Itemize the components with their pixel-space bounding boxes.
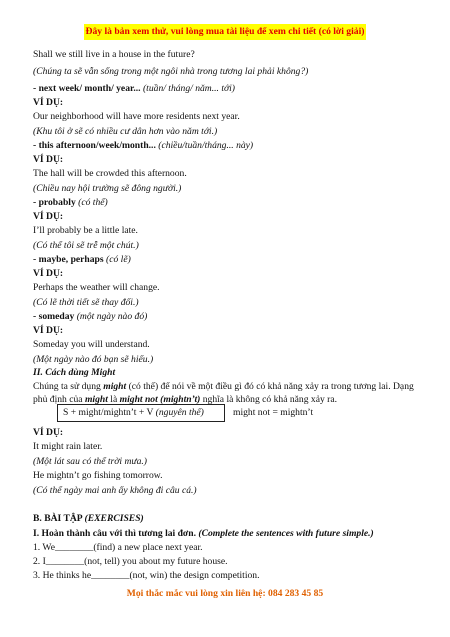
example-sentence: Someday you will understand. bbox=[33, 339, 150, 350]
exercise-question-3: 3. He thinks he________(not, win) the design competition. bbox=[33, 570, 260, 581]
translation: (Khu tôi ở sẽ có nhiều cư dân hơn vào năm tới.) bbox=[33, 126, 218, 137]
exercise-instruction: (Complete the sentences with future simple.) bbox=[198, 528, 374, 539]
exercise-question-2: 2. I________(not, tell) you about my future house. bbox=[33, 556, 228, 567]
formula-abbreviation: might not = mightn’t bbox=[233, 407, 314, 418]
formula-text: S + might/mightn’t + V bbox=[63, 407, 156, 418]
translation: (Một lát sau có thể trời mưa.) bbox=[33, 456, 148, 467]
formula-note-italic: (nguyên thể) bbox=[155, 407, 204, 418]
text-run: nghĩa là không có khả năng xảy ra. bbox=[200, 394, 337, 405]
time-expression bbox=[33, 83, 235, 95]
formula-box bbox=[57, 404, 225, 422]
term-might: might bbox=[84, 394, 108, 405]
section-heading-might bbox=[33, 367, 115, 379]
term-note: (chiều/tuần/tháng... này) bbox=[158, 140, 254, 151]
part-b-heading bbox=[33, 513, 144, 525]
vidu-label: VÍ DỤ: bbox=[33, 97, 64, 108]
term: - someday bbox=[33, 311, 75, 322]
term-note: (một ngày nào đó) bbox=[76, 311, 148, 322]
exercise-title: I. Hoàn thành câu với thì tương lai đơn. bbox=[33, 528, 199, 539]
example-sentence: Our neighborhood will have more residents next year. bbox=[33, 111, 240, 122]
vidu-label: VÍ DỤ: bbox=[33, 325, 64, 336]
text-run: (có thể) để nói về một điều gì đó có khả năng xảy ra trong tương lai. Dạng phủ định của bbox=[33, 381, 414, 405]
section-heading-term: Might bbox=[91, 367, 116, 378]
term: - next week/ month/ year... bbox=[33, 83, 141, 94]
term: - this afternoon/week/month... bbox=[33, 140, 156, 151]
vidu-label: VÍ DỤ: bbox=[33, 427, 64, 438]
term-note: (tuần/ tháng/ năm... tới) bbox=[142, 83, 235, 94]
exercise-question-1: 1. We________(find) a new place next year. bbox=[33, 542, 203, 553]
time-expression bbox=[33, 254, 131, 266]
vidu-label: VÍ DỤ: bbox=[33, 211, 64, 222]
example-sentence: Perhaps the weather will change. bbox=[33, 282, 160, 293]
exercise-1-heading bbox=[33, 528, 374, 540]
text-run: Chúng ta sử dụng bbox=[33, 381, 104, 392]
translation: (Chúng ta sẽ vẫn sống trong một ngôi nhà trong tương lai phải không?) bbox=[33, 66, 309, 77]
term-might-not: might not (mightn’t) bbox=[119, 394, 201, 405]
time-expression bbox=[33, 140, 253, 152]
term-note: (có lẽ) bbox=[106, 254, 131, 265]
preview-banner: Đây là bản xem thử, vui lòng mua tài liệu để xem chi tiết (có lời giải) bbox=[84, 24, 366, 40]
translation: (Có lẽ thời tiết sẽ thay đổi.) bbox=[33, 297, 139, 308]
term: - probably bbox=[33, 197, 76, 208]
part-b-text: B. BÀI TẬP bbox=[33, 513, 85, 524]
example-sentence: The hall will be crowded this afternoon. bbox=[33, 168, 187, 179]
translation: (Có thể ngày mai anh ấy không đi câu cá.) bbox=[33, 485, 197, 496]
part-b-english: (EXERCISES) bbox=[84, 513, 144, 524]
translation: (Có thể tôi sẽ trễ một chút.) bbox=[33, 240, 139, 251]
translation: (Một ngày nào đó bạn sẽ hiểu.) bbox=[33, 354, 154, 365]
time-expression bbox=[33, 311, 147, 323]
text-run: là bbox=[107, 394, 120, 405]
translation: (Chiều nay hội trường sẽ đông người.) bbox=[33, 183, 182, 194]
term-might: might bbox=[103, 381, 127, 392]
formula-row bbox=[33, 404, 433, 424]
term: - maybe, perhaps bbox=[33, 254, 104, 265]
vidu-label: VÍ DỤ: bbox=[33, 268, 64, 279]
example-sentence: Shall we still live in a house in the future? bbox=[33, 49, 195, 60]
example-sentence: I’ll probably be a little late. bbox=[33, 225, 138, 236]
example-sentence: It might rain later. bbox=[33, 441, 103, 452]
section-heading-text: II. Cách dùng bbox=[33, 367, 92, 378]
term-note: (có thể) bbox=[78, 197, 108, 208]
contact-footer: Mọi thắc mắc vui lòng xin liên hệ: 084 283 45 85 bbox=[126, 588, 324, 599]
vidu-label: VÍ DỤ: bbox=[33, 154, 64, 165]
time-expression bbox=[33, 197, 108, 209]
might-explanation bbox=[33, 380, 418, 406]
example-sentence: He mightn’t go fishing tomorrow. bbox=[33, 470, 163, 481]
